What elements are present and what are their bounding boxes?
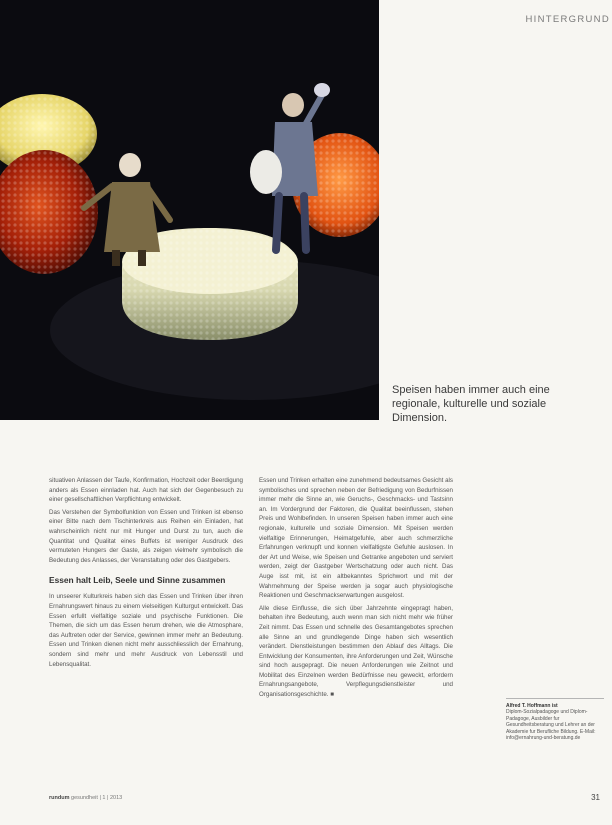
magazine-brand: rundum — [49, 795, 70, 801]
page-number: 31 — [591, 793, 600, 802]
paragraph: In unseerer Kulturkreis haben sich das Essen und Trinken über ihren Ernahrungswert hinaus zu einem vielseitigen Kulturgut entwickelt. Das Essen erfullt vielfaltige soziale und psychische Funktionen. Die Themen, die sich um das Essen herum drehen, wie die Atmosphare, das Auftreten oder der Service, gewinnen immer mehr an Bedeutung. Essen und Trinken dienen nicht mehr ausschliesslich der Ernahrung, sondern sind mehr und mehr Ausdruck von Lebensstil und Lebensqualitat. — [49, 593, 243, 668]
page-footer — [49, 795, 122, 801]
issue-info: gesundheit | 1 | 2013 — [71, 795, 123, 801]
author-box — [506, 698, 604, 741]
figurines-photo-illustration — [0, 0, 379, 420]
article-photo — [0, 0, 379, 420]
article-column-2 — [259, 476, 453, 703]
section-label: HINTERGRUND — [525, 14, 610, 25]
paragraph: situativen Anlassen der Taufe, Konfirmation, Hochzeit oder Beerdigung anders als Essen einnladen hat. Auch hat sich der Gegenbesuch zu einer gesellschaftlichen Verpflichtung entwickelt. — [49, 477, 243, 504]
photo-caption: Speisen haben immer auch eine regionale, kulturelle und soziale Dimension. — [392, 384, 550, 424]
article-column-1 — [49, 476, 243, 672]
paragraph: Das Verstehen der Symbolfunktion von Essen und Trinken ist ebenso einer Bitte nach dem Tischinterkreis aus Reihen ein Einladen, hat wahrscheinlich nicht nur mit Hunger und Durst zu tun, auch die Quantitat und Qualitat eines Buffets ist weniger Ausdruck des vermuteten Hungers der Gaste, als zeigen vielmehr symbolisch die Bedeutung des Anlasses, der Veranstaltung oder des Gastgebers. — [49, 508, 243, 564]
section-heading: Essen halt Leib, Seele und Sinne zusammen — [49, 575, 226, 586]
paragraph: Essen und Trinken erhalten eine zunehmend bedeutsames Gesicht als symbolisches und sprechen neben der Befriedigung von Bedurfnissen immer mehr die Sinne an, wie Geruchs-, Geschmacks- und Tastsinn an. Im Vordergrund der Faktoren, die Qualitat beeinflussen, stehen Preis und Wohlbefinden. In unseren Speisen haben immer auch eine regionale, kulturelle und soziale Dimension. Mit Speisen werden vielfaltige Erinnerungen, Heimatgefuhle, aber auch schmerzliche Erfahrungen verknupft und konnen vielfaltigste Gefuhle auslosen. In der Art und Weise, wie Speisen und Getranke angeboten und serviert werden, zeigt der Gastgeber Wertschatzung oder auch nicht. Das Auge isst mit, ist ein altbekanntes Sprichwort und mit der Wahrnehmung der Speise werden ja sogar auch physiologische Reaktionen und Geschmackserwartungen ausgelost. — [259, 477, 453, 600]
paragraph: Alle diese Einflusse, die sich über Jahrzehnte eingepragt haben, behalten ihre Bedeutung, auch wenn man sich nicht mehr wie früher Zeit nimmt. Das Essen und schnelle des Gesamtangebotes sprechen alle Sinne an und grundlegende Dinge haben sich wesentlich verändert. Dienstleistungen bestimmen den Ablauf des Alltags. Die Entwicklung der Konsumenten, ihre Anforderungen und Zeit, Wünsche sind hoch ausgepragt. Die neuen Anforderungen wie Zeitnot und Mobilitat des Einzelnen werden Bedürfnisse neu geweckt, erfordern Ernahrungsangebote, Verpflegungsdienstleister und Organisationsgeschichte. ■ — [259, 604, 453, 699]
author-name: Alfred T. Hoffmann ist — [506, 703, 558, 709]
author-bio: Diplom-Sozialpadagoge und Diplom-Padagoge, Ausbilder fur Gesundheitsberatung und Lehrer an der Akademie fur Berufliche Bildung. E-Mail: info@ernahrung-und-beratung.de — [506, 709, 596, 742]
